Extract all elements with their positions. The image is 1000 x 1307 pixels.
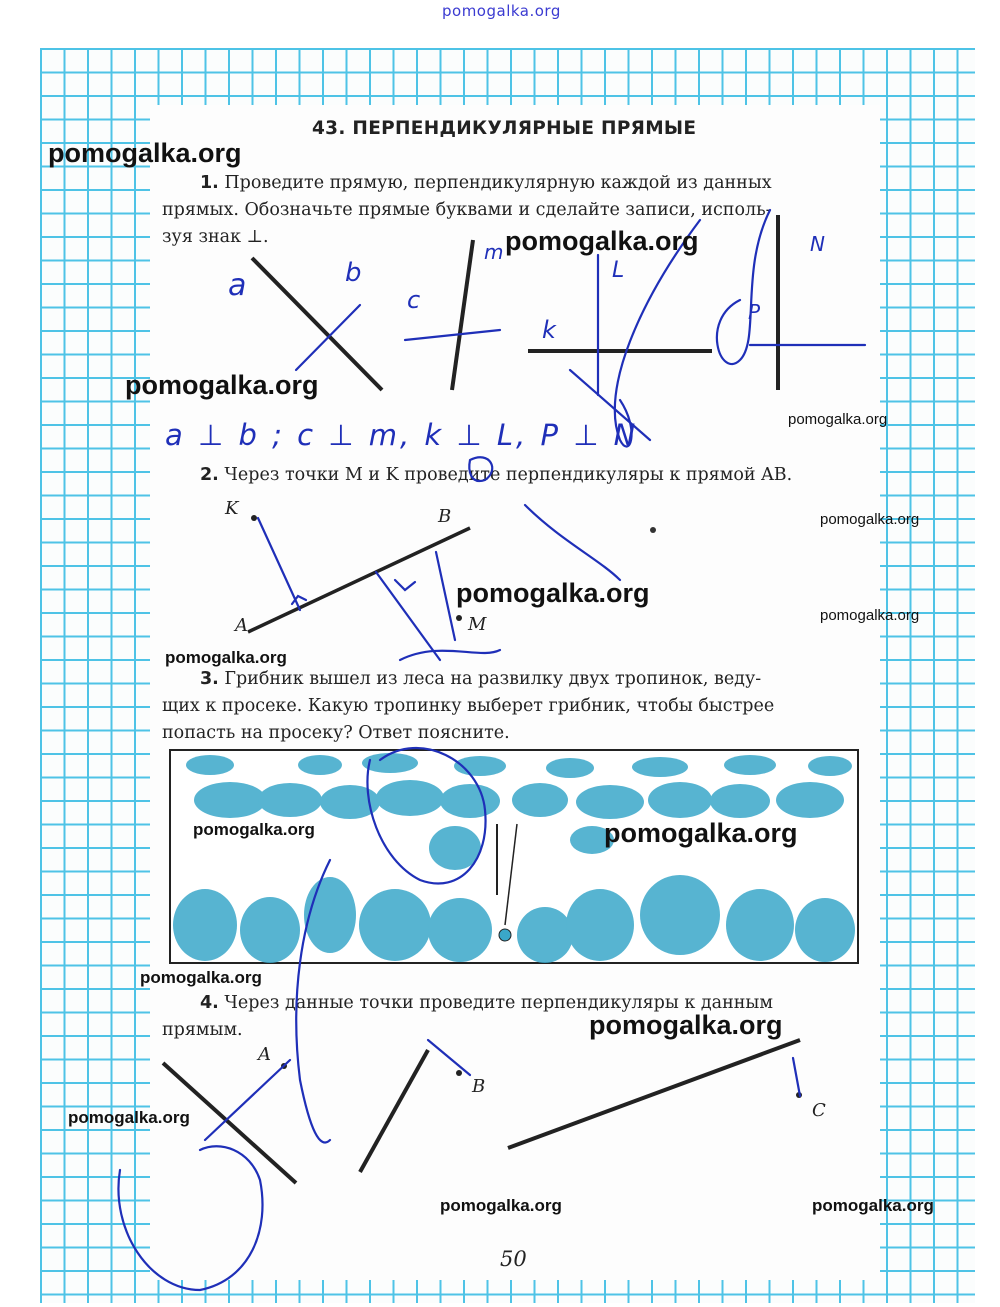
task-1-line-3: зуя знак ⊥.	[162, 227, 269, 247]
label-A4: A	[258, 1044, 271, 1065]
task-2-number: 2.	[200, 465, 219, 485]
watermark: pomogalka.org	[68, 1108, 190, 1127]
watermark: pomogalka.org	[440, 1196, 562, 1215]
hw-label-a: a	[228, 268, 247, 303]
watermark: pomogalka.org	[193, 820, 315, 839]
task-2-line: Через точки M и K проведите перпендикуляры к прямой AB.	[218, 465, 793, 485]
label-K: K	[225, 498, 239, 519]
task-4-line-1: Через данные точки проведите перпендикуляры к данным	[218, 993, 773, 1013]
task-3-number: 3.	[200, 669, 219, 689]
hw-label-l: L	[612, 258, 625, 283]
task4-line-B	[360, 1050, 428, 1172]
watermark: pomogalka.org	[48, 138, 242, 168]
point-K	[251, 515, 257, 521]
task-3-line-1: Грибник вышел из леса на развилку двух тропинок, веду-	[218, 669, 762, 689]
line-AB	[248, 528, 470, 632]
watermark: pomogalka.org	[589, 1010, 783, 1040]
hw-label-b: b	[345, 258, 362, 288]
hw-answer-line: a ⊥ b ; c ⊥ m, k ⊥ L, P ⊥ N	[165, 418, 639, 452]
watermark: pomogalka.org	[812, 1196, 934, 1215]
task-3-line-3: попасть на просеку? Ответ поясните.	[162, 723, 510, 743]
hw-label-m: m	[484, 240, 504, 264]
watermark: pomogalka.org	[165, 648, 287, 667]
task-4-line-2: прямым.	[162, 1020, 243, 1040]
point-B4	[456, 1070, 462, 1076]
task-4-number: 4.	[200, 993, 219, 1013]
watermark: pomogalka.org	[456, 578, 650, 608]
watermark: pomogalka.org	[604, 818, 798, 848]
watermark: pomogalka.org	[125, 370, 319, 400]
point-M	[456, 615, 462, 621]
task-1-line-2: прямых. Обозначьте прямые буквами и сделайте записи, исполь-	[162, 200, 772, 220]
watermark: pomogalka.org	[820, 511, 920, 528]
hw-label-c: c	[407, 286, 421, 314]
watermark: pomogalka.org	[140, 968, 262, 987]
hw-label-p: P	[748, 300, 761, 324]
watermark: pomogalka.org	[505, 226, 699, 256]
label-A: A	[235, 615, 248, 636]
label-M: M	[468, 614, 487, 635]
page-title: 43. ПЕРПЕНДИКУЛЯРНЫЕ ПРЯМЫЕ	[312, 118, 697, 139]
task4-line-C	[508, 1040, 800, 1148]
page-number: 50	[500, 1247, 527, 1271]
forest-picture	[170, 750, 858, 963]
site-header[interactable]: pomogalka.org	[442, 2, 561, 20]
hw-label-n: N	[810, 232, 825, 256]
label-B4: B	[472, 1076, 486, 1097]
task-1-line-1: Проведите прямую, перпендикулярную каждой из данных	[218, 173, 772, 193]
label-C4: C	[812, 1100, 826, 1121]
given-line-m	[452, 240, 473, 390]
mushroom-picker	[499, 929, 511, 941]
watermark: pomogalka.org	[820, 607, 920, 624]
hw-label-k: k	[542, 316, 556, 344]
stray-dot	[650, 527, 656, 533]
watermark: pomogalka.org	[788, 411, 888, 428]
task-1-number: 1.	[200, 173, 219, 193]
task-3-line-2: щих к просеке. Какую тропинку выберет грибник, чтобы быстрее	[162, 696, 775, 716]
label-B: B	[438, 506, 452, 527]
